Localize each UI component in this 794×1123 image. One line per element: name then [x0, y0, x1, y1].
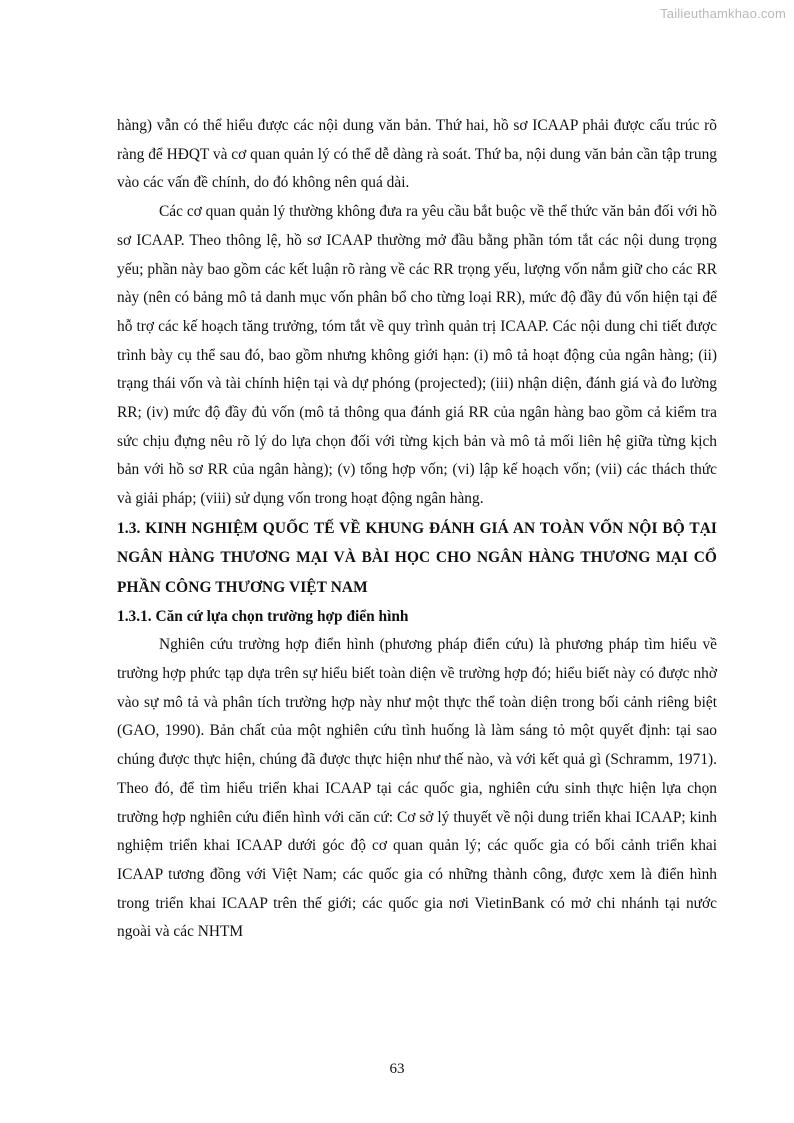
- paragraph-case-study: Nghiên cứu trường hợp điển hình (phương pháp điển cứu) là phương pháp tìm hiểu về trường hợp phức tạp dựa trên sự hiểu biết toàn diện về trường hợp đó; hiểu biết này có được nhờ vào sự mô tả và phân tích trường hợp này như một thực thể toàn diện trong bối cảnh riêng biệt (GAO, 1990). Bản chất của một nghiên cứu tình huống là làm sáng tỏ một quyết định: tại sao chúng được thực hiện, chúng đã được thực hiện như thế nào, và với kết quả gì (Schramm, 1971). Theo đó, để tìm hiểu triển khai ICAAP tại các quốc gia, nghiên cứu sinh thực hiện lựa chọn trường hợp nghiên cứu điển hình với căn cứ: Cơ sở lý thuyết về nội dung triển khai ICAAP; kinh nghiệm triển khai ICAAP dưới góc độ cơ quan quản lý; các quốc gia có bối cảnh triển khai ICAAP tương đồng với Việt Nam; các quốc gia có những thành công, được xem là điển hình trong triển khai ICAAP trên thế giới; các quốc gia nơi VietinBank có mở chi nhánh tại nước ngoài và các NHTM: [117, 636, 717, 941]
- paragraph-document-requirements: hàng) vẫn có thể hiểu được các nội dung văn bản. Thứ hai, hồ sơ ICAAP phải được cấu trúc rõ ràng để HĐQT và cơ quan quản lý có thể dễ dàng rà soát. Thứ ba, nội dung văn bản cần tập trung vào các vấn đề chính, do đó không nên quá dài.: [117, 117, 717, 192]
- subsection-heading: 1.3.1. Căn cứ lựa chọn trường hợp điển hình: [117, 608, 409, 626]
- page-number: 63: [389, 1061, 405, 1077]
- paragraph-icaap-format: Các cơ quan quản lý thường không đưa ra yêu cầu bắt buộc về thể thức văn bản đối với hồ sơ ICAAP. Theo thông lệ, hồ sơ ICAAP thường mở đầu bằng phần tóm tắt các nội dung trọng yếu; phần này bao gồm các kết luận rõ ràng về các RR trọng yếu, lượng vốn nắm giữ cho các RR này (nên có bảng mô tả danh mục vốn phân bổ cho từng loại RR), mức độ đầy đủ vốn hiện tại để hỗ trợ các kế hoạch tăng trưởng, tóm tắt về quy trình quản trị ICAAP. Các nội dung chi tiết được trình bày cụ thể sau đó, bao gồm nhưng không giới hạn: (i) mô tả hoạt động của ngân hàng; (ii) trạng thái vốn và tài chính hiện tại và dự phóng (projected); (iii) nhận diện, đánh giá và đo lường RR; (iv) mức độ đầy đủ vốn (mô tả thông qua đánh giá RR của ngân hàng bao gồm cả kiểm tra sức chịu đựng nêu rõ lý do lựa chọn đối với từng kịch bản và mô tả mối liên hệ giữa từng kịch bản với hồ sơ RR của ngân hàng); (v) tổng hợp vốn; (vi) lập kế hoạch vốn; (vii) các thách thức và giải pháp; (viii) sử dụng vốn trong hoạt động ngân hàng.: [117, 203, 717, 508]
- document-body: [117, 112, 717, 947]
- watermark-text: Tailieuthamkhao.com: [660, 6, 786, 21]
- section-heading: 1.3. KINH NGHIỆM QUỐC TẾ VỀ KHUNG ĐÁNH GIÁ AN TOÀN VỐN NỘI BỘ TẠI NGÂN HÀNG THƯƠNG MẠI VÀ BÀI HỌC CHO NGÂN HÀNG THƯƠNG MẠI CỔ PHẦN CÔNG THƯƠNG VIỆT NAM: [117, 519, 717, 596]
